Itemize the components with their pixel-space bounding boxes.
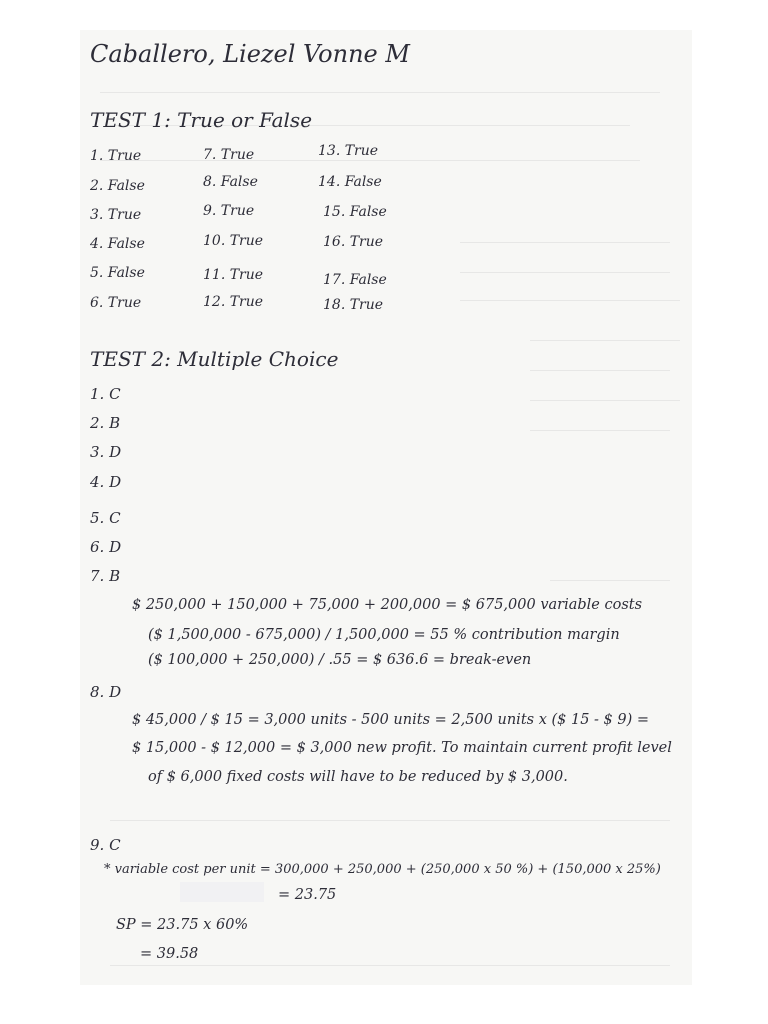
student-name: Caballero, Liezel Vonne M: [90, 40, 410, 68]
mc-answer: 3. D: [90, 443, 122, 461]
tf-answer: 12. True: [203, 294, 264, 310]
tf-answer: 14. False: [318, 174, 382, 190]
mc-answer: 2. B: [90, 414, 121, 432]
tf-answer: 3. True: [90, 207, 142, 223]
tf-answer: 17. False: [323, 272, 387, 288]
tf-answer: 4. False: [90, 236, 145, 252]
tf-answer: 16. True: [323, 234, 384, 250]
tf-answer: 13. True: [318, 143, 379, 159]
mc-answer: 7. B: [90, 567, 121, 585]
work-line: = 23.75: [278, 887, 337, 903]
tf-answer: 2. False: [90, 178, 145, 194]
test1-heading: TEST 1: True or False: [90, 108, 313, 132]
work-line: SP = 23.75 x 60%: [116, 917, 249, 933]
work-line: $ 45,000 / $ 15 = 3,000 units - 500 units = 2,500 units x ($ 15 - $ 9) =: [132, 712, 650, 728]
mc-answer: 5. C: [90, 509, 121, 527]
work-line: = 39.58: [140, 946, 199, 962]
mc-answer: 1. C: [90, 385, 121, 403]
tf-answer: 1. True: [90, 148, 142, 164]
tf-answer: 18. True: [323, 297, 384, 313]
work-line: $ 15,000 - $ 12,000 = $ 3,000 new profit. To maintain current profit level: [132, 740, 672, 756]
tf-answer: 8. False: [203, 174, 258, 190]
tf-answer: 11. True: [203, 267, 264, 283]
work-line: of $ 6,000 fixed costs will have to be reduced by $ 3,000.: [148, 769, 568, 785]
paper-sheet: [80, 30, 692, 985]
mc-answer: 6. D: [90, 538, 122, 556]
tf-answer: 10. True: [203, 233, 264, 249]
redacted-area: [180, 882, 264, 902]
mc-answer: 9. C: [90, 836, 121, 854]
mc-answer: 4. D: [90, 473, 122, 491]
work-line: ($ 100,000 + 250,000) / .55 = $ 636.6 = break-even: [148, 652, 532, 668]
tf-answer: 15. False: [323, 204, 387, 220]
test2-heading: TEST 2: Multiple Choice: [90, 347, 339, 371]
tf-answer: 5. False: [90, 265, 145, 281]
tf-answer: 9. True: [203, 203, 255, 219]
tf-answer: 7. True: [203, 147, 255, 163]
work-line: * variable cost per unit = 300,000 + 250,000 + (250,000 x 50 %) + (150,000 x 25%): [104, 862, 661, 877]
work-line: $ 250,000 + 150,000 + 75,000 + 200,000 = $ 675,000 variable costs: [132, 597, 643, 613]
work-line: ($ 1,500,000 - 675,000) / 1,500,000 = 55 % contribution margin: [148, 627, 620, 643]
tf-answer: 6. True: [90, 295, 142, 311]
mc-answer: 8. D: [90, 683, 122, 701]
